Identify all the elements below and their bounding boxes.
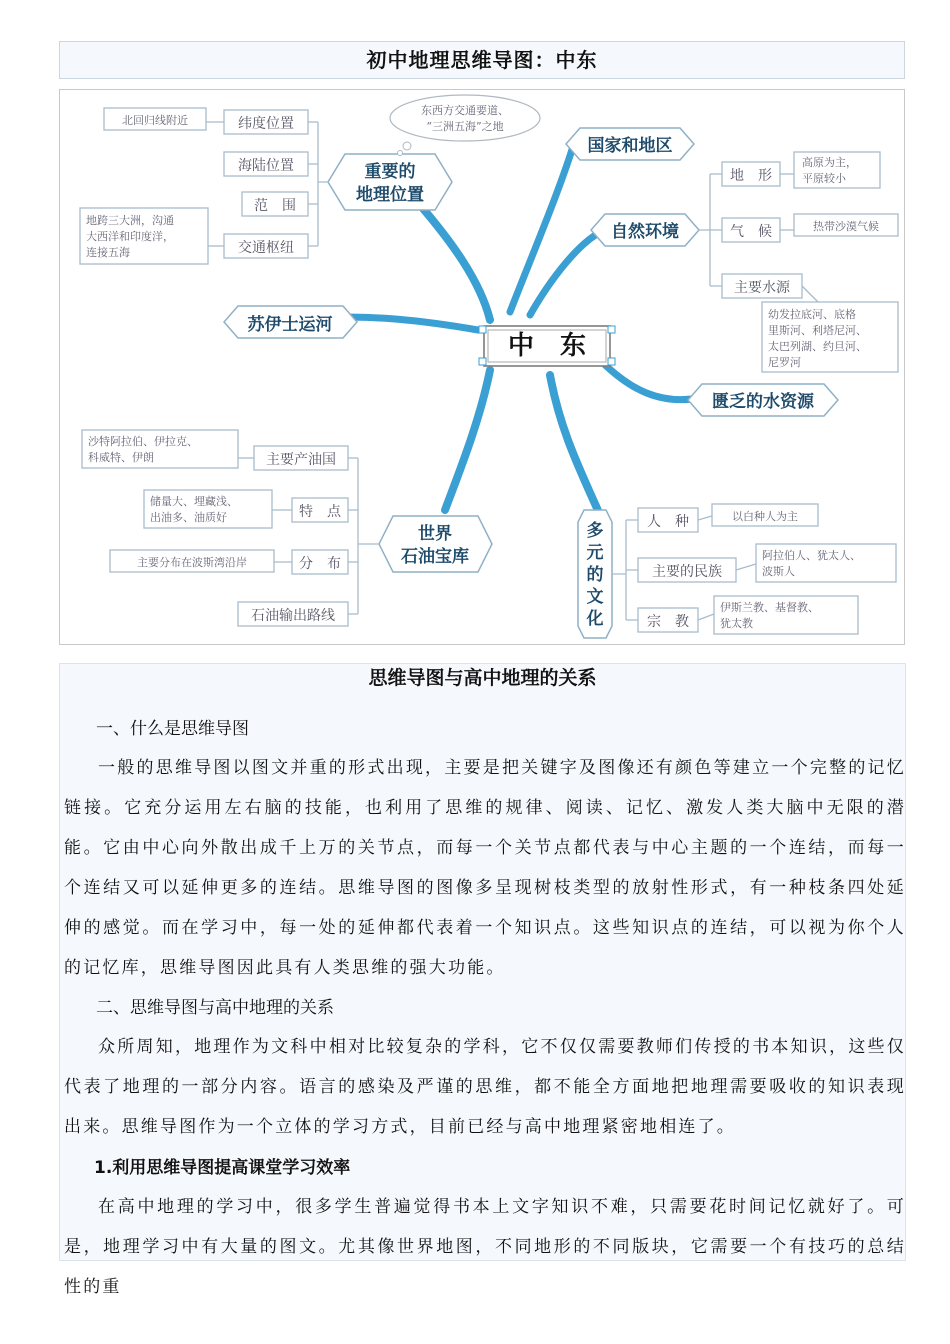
- article-body: [59, 663, 906, 1297]
- mind-map: [59, 89, 905, 645]
- features-node: 特 点: [299, 504, 341, 520]
- terrain-note-1: 高原为主，: [802, 156, 857, 169]
- branch-nature: [591, 152, 898, 372]
- race-note: 以白种人为主: [732, 510, 798, 523]
- branch-countries: [566, 128, 694, 160]
- branch-water-scarce: [688, 384, 838, 416]
- transport-note-1: 地跨三大洲，沟通: [86, 214, 174, 227]
- transport-note-3: 连接五海: [86, 246, 130, 259]
- location-label-2: 地理位置: [356, 185, 424, 205]
- location-note-2: “三洲五海”之地: [426, 120, 504, 133]
- oil-label-2: 石油宝库: [401, 547, 469, 567]
- distribution-node: 分 布: [299, 556, 341, 572]
- terrain-node: 地 形: [730, 168, 772, 184]
- producers-note-2: 科威特、伊朗: [88, 451, 154, 464]
- climate-note: 热带沙漠气候: [813, 220, 879, 233]
- climate-node: 气 候: [730, 224, 772, 240]
- article-title: 思维导图与高中地理的关系: [368, 667, 597, 689]
- culture-char-3: 的: [586, 565, 604, 585]
- countries-label: 国家和地区: [587, 136, 673, 156]
- religion-note-1: 伊斯兰教、基督教、: [720, 601, 819, 614]
- paragraph-3: 在高中地理的学习中，很多学生普遍觉得书本上文字知识不难，只需要花时间记忆就好了。可是，地理学习中有大量的图文。尤其像世界地图，不同地形的不同版块，它需要一个有技巧的总结性的重: [64, 1197, 906, 1297]
- latitude-note: 北回归线附近: [122, 114, 188, 127]
- branch-culture: [578, 504, 896, 638]
- location-note-1: 东西方交通要道、: [421, 104, 509, 117]
- routes-node: 石油输出路线: [251, 608, 335, 624]
- transport-note-2: 大西洋和印度洋，: [86, 230, 174, 243]
- branch-oil: [82, 430, 492, 626]
- branch-suez: [224, 306, 357, 338]
- center-topic: 中 东: [507, 331, 587, 361]
- features-note-2: 出油多、油质好: [150, 511, 227, 524]
- water-scarce-label: 匮乏的水资源: [712, 392, 814, 412]
- culture-char-2: 元: [586, 543, 604, 563]
- ethnic-note-1: 阿拉伯人、犹太人、: [762, 549, 861, 562]
- center-node: [479, 326, 615, 366]
- subsection-heading-1: 1.利用思维导图提高课堂学习效率: [94, 1158, 351, 1178]
- culture-char-4: 文: [586, 587, 604, 607]
- producers-node: 主要产油国: [266, 452, 336, 468]
- water-note-4: 尼罗河: [768, 356, 801, 369]
- culture-char-5: 化: [586, 609, 604, 629]
- location-label-1: 重要的: [364, 162, 416, 182]
- mind-map-canvas: [60, 90, 906, 646]
- distribution-note: 主要分布在波斯湾沿岸: [137, 556, 247, 569]
- culture-char-1: 多: [586, 521, 604, 541]
- nature-label: 自然环境: [611, 222, 679, 242]
- producers-note-1: 沙特阿拉伯、伊拉克、: [88, 435, 198, 448]
- transport-node: 交通枢纽: [238, 240, 294, 256]
- ethnic-node: 主要的民族: [652, 564, 722, 580]
- range-node: 范 围: [254, 198, 296, 214]
- section-heading-1: 一、什么是思维导图: [96, 719, 249, 739]
- branch-location: [80, 95, 540, 264]
- latitude-node: 纬度位置: [238, 116, 294, 132]
- religion-note-2: 犹太教: [720, 617, 753, 630]
- religion-node: 宗 教: [647, 614, 689, 630]
- water-note-1: 幼发拉底河、底格: [768, 308, 856, 321]
- water-note-3: 太巴列湖、约旦河、: [768, 340, 867, 353]
- terrain-note-2: 平原较小: [802, 172, 846, 185]
- suez-label: 苏伊士运河: [247, 315, 333, 335]
- paragraph-1: 一般的思维导图以图文并重的形式出现，主要是把关键字及图像还有颜色等建立一个完整的记忆链接。它充分运用左右脑的技能，也利用了思维的规律、阅读、记忆、激发人类大脑中无限的潜能。它由中心向外散出成千上万的关节点，而每一个关节点都代表与中心主题的一个连结，而每一个连结又可以延伸更多的连结。思维导图的图像多呈现树枝类型的放射性形式，有一种枝条四处延伸的感觉。而在学习中，每一处的延伸都代表着一个知识点。这些知识点的连结，可以视为你个人的记忆库，思维导图因此具有人类思维的强大功能。: [64, 758, 906, 978]
- land-sea-node: 海陆位置: [238, 158, 294, 174]
- oil-label-1: 世界: [418, 524, 452, 544]
- paragraph-2: 众所周知，地理作为文科中相对比较复杂的学科，它不仅仅需要教师们传授的书本知识，这些仅代表了地理的一部分内容。语言的感染及严谨的思维，都不能全方面地把地理需要吸收的知识表现出来。思维导图作为一个立体的学习方式，目前已经与高中地理紧密地相连了。: [64, 1037, 906, 1137]
- features-note-1: 储量大、埋藏浅、: [150, 495, 238, 508]
- section-heading-2: 二、思维导图与高中地理的关系: [96, 998, 334, 1018]
- ethnic-note-2: 波斯人: [762, 565, 795, 578]
- water-note-2: 里斯河、利塔尼河、: [768, 324, 867, 337]
- water-node: 主要水源: [734, 280, 790, 296]
- race-node: 人 种: [647, 514, 689, 530]
- page-title: 初中地理思维导图：中东: [59, 41, 905, 79]
